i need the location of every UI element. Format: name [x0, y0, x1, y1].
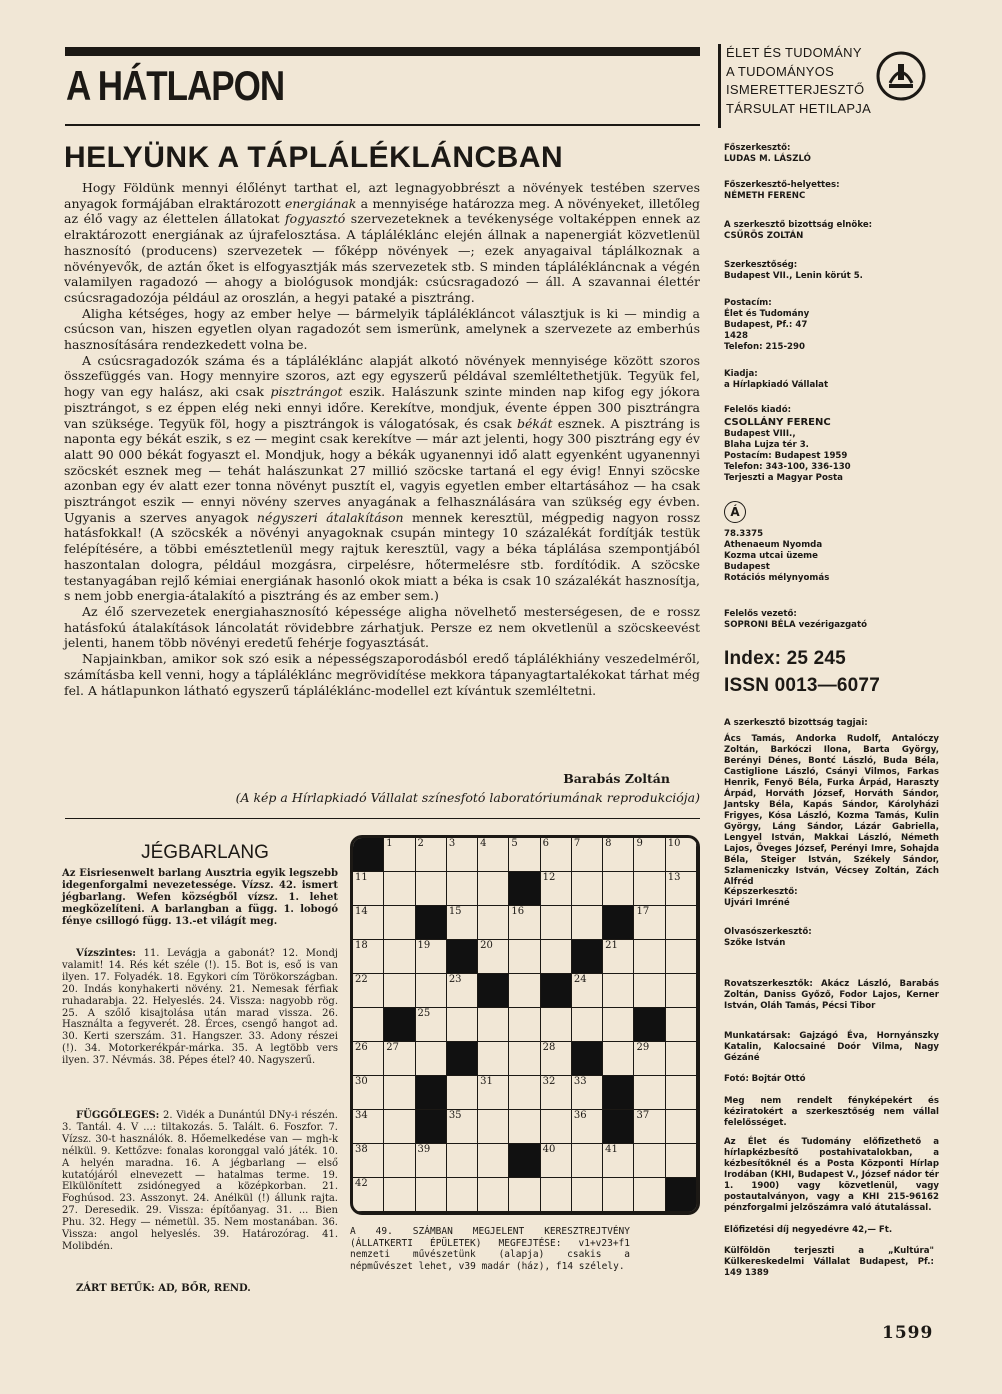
- top-rule: [65, 47, 700, 56]
- grid-cell: [478, 1008, 509, 1042]
- masthead-line: TÁRSULAT HETILAPJA: [726, 100, 872, 116]
- leader-label: Felelős vezető:: [724, 609, 797, 619]
- print-line: Budapest: [724, 562, 770, 572]
- grid-cell: [634, 1042, 665, 1076]
- cell-number: 34: [355, 1110, 368, 1121]
- article-paragraph: [64, 180, 700, 306]
- emphasis-text: fogyasztó: [285, 211, 346, 227]
- office-label: Szerkesztőség:: [724, 260, 798, 270]
- column-label: Rovatszerkesztők:: [724, 979, 813, 989]
- grid-cell: [353, 1110, 384, 1144]
- grid-cell: [353, 1008, 384, 1042]
- editor-name: LUDAS M. LÁSZLÓ: [724, 154, 811, 164]
- cell-number: 35: [448, 1110, 462, 1121]
- grid-cell: [509, 1008, 540, 1042]
- cell-number: 26: [355, 1042, 368, 1053]
- grid-cell-black: [384, 1008, 415, 1042]
- cell-number: 41: [605, 1144, 618, 1155]
- cell-number: 10: [667, 838, 681, 849]
- cell-number: 19: [417, 940, 431, 951]
- grid-cell: [634, 906, 665, 940]
- chair-name: CSŰRÖS ZOLTÁN: [724, 231, 804, 241]
- crossword-divider: [65, 818, 700, 819]
- grid-cell: [353, 1042, 384, 1076]
- editor-label: Főszerkesztő:: [724, 143, 791, 153]
- cell-number: 16: [511, 906, 525, 917]
- photo-block: [724, 1074, 939, 1085]
- grid-cell: [447, 1110, 478, 1144]
- cell-number: 38: [355, 1144, 368, 1155]
- grid-cell: [541, 1144, 572, 1178]
- resp-line: Postacím: Budapest 1959: [724, 451, 848, 461]
- grid-cell: [353, 1076, 384, 1110]
- grid-cell: [509, 838, 540, 872]
- paragraph-text: Az élő szervezetek energiahasznosító képessége aligha növelhető mesterségesen, de e rossz hatásfokú átalakítások láncolatát rövidebbre zárhatjuk. Persze ez nem okvetlenül a szöcskeevést jelenti, hanem több növényi eredetű fehérje fogyasztását.: [64, 603, 700, 651]
- emphasis-text: energiának: [284, 195, 357, 211]
- grid-cell: [603, 1144, 634, 1178]
- grid-cell: [353, 940, 384, 974]
- grid-cell: [509, 1110, 540, 1144]
- grid-cell: [603, 1042, 634, 1076]
- grid-cell-black: [416, 1076, 447, 1110]
- emphasis-text: pisztrángot: [270, 384, 343, 400]
- grid-cell: [666, 1144, 697, 1178]
- article-paragraph: [64, 353, 700, 604]
- cell-number: 23: [448, 974, 462, 985]
- grid-cell: [634, 1144, 665, 1178]
- grid-cell: [541, 1110, 572, 1144]
- photo-editor-label: Képszerkesztő:: [724, 887, 798, 897]
- grid-cell: [416, 1178, 447, 1212]
- publisher-block: [724, 369, 939, 391]
- crossword-down-clues: [62, 1110, 338, 1253]
- cell-number: 4: [480, 838, 487, 849]
- grid-cell-black: [666, 1178, 697, 1212]
- office-address: Budapest VII., Lenin körút 5.: [724, 271, 863, 281]
- print-line: Athenaeum Nyomda: [724, 540, 823, 550]
- postal-line: Élet és Tudomány: [724, 309, 810, 319]
- print-line: Rotációs mélynyomás: [724, 573, 830, 583]
- section-title: A HÁTLAPON: [66, 63, 285, 110]
- chair-block: [724, 220, 939, 242]
- resp-line: Terjeszti a Magyar Posta: [724, 473, 843, 483]
- cell-number: 33: [573, 1076, 587, 1087]
- cell-number: 31: [480, 1076, 493, 1087]
- masthead-line: ISMERETTERJESZTŐ: [726, 82, 865, 97]
- chair-label: A szerkesztő bizottság elnöke:: [724, 220, 873, 230]
- article-paragraph: [64, 306, 700, 353]
- grid-cell: [666, 838, 697, 872]
- cell-number: 21: [605, 940, 618, 951]
- grid-cell-black: [509, 872, 540, 906]
- closed-letters-text: AD, BŐR, REND.: [158, 1283, 251, 1294]
- grid-cell: [634, 940, 665, 974]
- grid-cell: [509, 906, 540, 940]
- grid-cell: [416, 1144, 447, 1178]
- grid-cell-black: [478, 974, 509, 1008]
- grid-cell: [509, 1076, 540, 1110]
- cell-number: 42: [355, 1178, 368, 1189]
- grid-cell: [634, 1178, 665, 1212]
- grid-cell: [541, 872, 572, 906]
- paragraph-text: Hogy Földünk mennyi élőlényt tarthat el, azt legnagyobbrészt a növények testében szerves anyagok formájában elraktározott: [64, 180, 700, 211]
- grid-cell: [572, 1110, 603, 1144]
- grid-cell: [541, 838, 572, 872]
- grid-cell: [447, 1076, 478, 1110]
- price-text: Előfizetési díj negyedévre 42,— Ft.: [724, 1225, 893, 1235]
- grid-cell: [541, 940, 572, 974]
- down-label: FÜGGŐLEGES:: [76, 1110, 160, 1121]
- grid-cell: [478, 838, 509, 872]
- masthead-line: ÉLET ÉS TUDOMÁNY: [726, 45, 862, 60]
- paragraph-text: A csúcsragadozók száma és a tápláléklánc alapját alkotó növények mennyisége között szoros összefüggés van. Hogy mennyire szoros, azt egy egyszerű példával szemléltethetjük. Tegyük fel, hogy van egy halász, aki csak: [64, 352, 700, 400]
- grid-cell: [447, 872, 478, 906]
- proof-name: Szőke István: [724, 938, 786, 948]
- grid-cell: [416, 838, 447, 872]
- cell-number: 8: [605, 838, 612, 849]
- emphasis-text: békát: [517, 415, 553, 431]
- grid-cell: [572, 974, 603, 1008]
- grid-cell: [509, 1178, 540, 1212]
- grid-cell: [603, 940, 634, 974]
- grid-cell: [478, 906, 509, 940]
- grid-cell-black: [416, 906, 447, 940]
- article-headline: HELYÜNK A TÁPLÁLÉKLÁNCBAN: [64, 141, 564, 174]
- grid-cell: [634, 1110, 665, 1144]
- cell-number: 29: [636, 1042, 650, 1053]
- photo-label: Fotó:: [724, 1074, 749, 1084]
- grid-cell: [384, 872, 415, 906]
- postal-line: Budapest, Pf.: 47: [724, 320, 808, 330]
- cell-number: 14: [355, 906, 368, 917]
- staff-label: Munkatársak:: [724, 1031, 791, 1041]
- grid-cell: [572, 906, 603, 940]
- paragraph-text: Aligha kétséges, hogy az ember helye — bármelyik táplálékláncot választjuk is ki — mindig a csúcson van, hiszen egyetlen olyan ragadozót sem ismerünk, amelynek a szervezete az emberhús hasznosítására rendezkedett volna be.: [64, 305, 700, 353]
- across-clues-text: 11. Levágja a gabonát? 12. Mondj valamit! 14. Rés két széle (!). 15. Bot is, eső is van ilyen. 17. Folyadék. 18. Egykori cím Törökországban. 20. Indás konyhakerti növény. 21. Nemesak férfiak ruhadarabja. 22. Helyeslés. 24. Vissza: nagyobb rög. 25. A szőlő kisajtolása után marad vissza. 26. Használta a fegyverét. 28. Érces, csengő hangot ad. 30. Kerti szerszám. 31. Hangszer. 33. Adony részei (!). 34. Motorkerékpár-márka. 35. A legtöbb vers ilyen. 37. Névmás. 38. Pépes étel? 40. Nagyszerű.: [62, 948, 338, 1067]
- grid-cell: [666, 1042, 697, 1076]
- crossword-intro: Az Eisriesenwelt barlang Ausztria egyik legszebb idegenforgalmi nevezetessége. Vízsz. 42. ismert jégbarlang. Wefen községből vízsz. 1. lehet megközelíteni. A barlangban a függ. 1. lobogó fénye csillogó függ. 13.-et világít meg.: [62, 868, 338, 927]
- cell-number: 18: [355, 940, 368, 951]
- grid-cell: [384, 1178, 415, 1212]
- staff-block: [724, 1031, 939, 1064]
- cell-number: 6: [542, 838, 549, 849]
- grid-cell: [447, 1008, 478, 1042]
- cell-number: 20: [480, 940, 493, 951]
- grid-cell: [541, 1008, 572, 1042]
- grid-cell: [384, 1076, 415, 1110]
- grid-cell: [572, 1076, 603, 1110]
- cell-number: 28: [542, 1042, 556, 1053]
- photo-editor-block: [724, 887, 939, 909]
- grid-cell: [634, 872, 665, 906]
- grid-cell-black: [416, 1110, 447, 1144]
- responsible-publisher-block: [724, 405, 939, 484]
- grid-cell: [384, 974, 415, 1008]
- cell-number: 3: [448, 838, 456, 849]
- grid-cell-black: [353, 838, 384, 872]
- article-paragraph: [64, 604, 700, 651]
- grid-cell-black: [509, 1144, 540, 1178]
- cell-number: 9: [636, 838, 643, 849]
- print-line: Kozma utcai üzeme: [724, 551, 818, 561]
- grid-cell: [384, 1110, 415, 1144]
- cell-number: 17: [636, 906, 650, 917]
- grid-cell: [353, 974, 384, 1008]
- grid-cell: [478, 1042, 509, 1076]
- postal-line: 1428: [724, 331, 748, 341]
- cell-number: 22: [355, 974, 368, 985]
- grid-cell: [666, 872, 697, 906]
- deputy-label: Főszerkesztő-helyettes:: [724, 180, 840, 190]
- society-emblem-icon: [875, 50, 927, 102]
- masthead-rule: [718, 44, 721, 128]
- grid-cell: [416, 974, 447, 1008]
- issn-number: ISSN 0013—6077: [724, 675, 880, 696]
- grid-cell: [478, 940, 509, 974]
- column-names: Akácz László, Barabás Zoltán, Daniss Győző, Fodor Lajos, Kerner István, Oláh Tamás, Pécsi Tibor: [724, 979, 939, 1011]
- grid-cell: [478, 1110, 509, 1144]
- paragraph-text: mennek keresztül, mégpedig nagyon rossz hatásfokkal! (A szöcskék a növényi anyagoknak csupán mintegy 10 százalékát fordítják testük felépítésére, a többi emésztetlenül megy rajtuk keresztül, vagy a béka táplálása szempontjából haszontalan dologra, például mozgásra, cirpelésre, hőtermelésre stb. fordítódik. A szöcske testanyagában rejlő kémiai energiának hasonló okok miatt a béka is csak 10 százalékát hasznosítja, s nem jobb energia-átalakító a pisztráng és az ember sem.): [64, 509, 700, 604]
- photo-name: Bojtár Ottó: [751, 1074, 806, 1084]
- grid-cell: [447, 974, 478, 1008]
- cell-number: 12: [542, 872, 556, 883]
- cell-number: 27: [386, 1042, 399, 1053]
- paragraph-text: szervezeteknek a tevékenysége voltaképpen ennek az elraktározott energiának az újrafelosztása. A tápláléklánc elején állnak a napenergiát közvetlenül hasznosító (producens) szervezetek — főképp növények —; ezek anyagaival táplálkoznak a növényevők, de aztán őket is elfogyasztják más szervezetek stb. S minden táplálékláncnak a végén valamilyen ragadozó — ahogy a biológusok mondják: csúcsragadozó — áll. A szavannai élettér csúcsragadozója például az oroszlán, a hegyi pataké a pisztráng.: [64, 211, 700, 305]
- grid-cell: [603, 838, 634, 872]
- publisher-name: a Hírlapkiadó Vállalat: [724, 380, 829, 390]
- grid-cell: [603, 974, 634, 1008]
- leader-name: SOPRONI BÉLA vezérigazgató: [724, 620, 867, 630]
- grid-cell: [384, 838, 415, 872]
- cell-number: 36: [573, 1110, 587, 1121]
- grid-cell: [666, 1076, 697, 1110]
- grid-cell: [541, 1042, 572, 1076]
- proof-label: Olvasószerkesztő:: [724, 927, 812, 937]
- crossword-closed-letters: [62, 1283, 338, 1295]
- crossword-grid: [350, 835, 700, 1215]
- masthead: [726, 44, 876, 118]
- cell-number: 7: [573, 838, 581, 849]
- grid-cell: [634, 1076, 665, 1110]
- grid-cell: [416, 1042, 447, 1076]
- index-number: Index: 25 245: [724, 648, 846, 669]
- grid-cell: [634, 838, 665, 872]
- grid-cell: [478, 1144, 509, 1178]
- section-divider: [65, 124, 700, 126]
- board-block: [724, 718, 939, 888]
- grid-cell: [541, 906, 572, 940]
- resp-line: Budapest VIII.,: [724, 429, 796, 439]
- grid-cell: [384, 1042, 415, 1076]
- grid-cell: [353, 906, 384, 940]
- article-author: Barabás Zoltán: [563, 771, 670, 786]
- paragraph-text: eszik. Halászunk szinte minden nap kifog egy jókora pisztrángot, s ez éppen elég neki ennyi időre. Kerekítve, mondjuk, évente éppen 300 pisztrángra van szüksége. Tegyük föl, hogy a pisztrángok is válogatósak, és csak: [64, 384, 700, 431]
- resp-name: CSOLLÁNY FERENC: [724, 417, 831, 428]
- masthead-line: A TUDOMÁNYOS: [726, 63, 835, 79]
- grid-cell: [603, 872, 634, 906]
- grid-cell: [384, 940, 415, 974]
- foreign-distribution: Külföldön terjeszti a „Kultúra" Külkereskedelmi Vállalat Budapest, Pf.: 149 1389: [724, 1246, 934, 1278]
- subscription-text: Az Élet és Tudomány előfizethető a hírlapkézbesítő postahivatalokban, a kézbesítőknél és a Posta Központi Hírlap Irodában (KHI, Budapest V., József nádor tér 1. 1900) vagy közvetlenül, vagy postautalványon, vagy a KHI 215-96162 pénzforgalmi jelzőszámra való átutalással.: [724, 1137, 939, 1213]
- grid-cell: [447, 906, 478, 940]
- office-block: [724, 260, 939, 282]
- grid-cell-black: [603, 1110, 634, 1144]
- grid-cell-black: [572, 940, 603, 974]
- grid-cell: [572, 1144, 603, 1178]
- cell-number: 13: [667, 872, 681, 883]
- publisher-label: Kiadja:: [724, 369, 758, 379]
- crossword-across-clues: [62, 948, 338, 1067]
- notice-text: Meg nem rendelt fényképekért és kéziratokért a szerkesztőség nem vállal felelősséget.: [724, 1096, 939, 1128]
- grid-cell: [541, 1076, 572, 1110]
- grid-cell: [509, 940, 540, 974]
- resp-line: Blaha Lujza tér 3.: [724, 440, 809, 450]
- cell-number: 1: [386, 838, 393, 849]
- board-label: A szerkesztő bizottság tagjai:: [724, 718, 868, 728]
- postal-label: Postacím:: [724, 298, 772, 308]
- cell-number: 25: [417, 1008, 431, 1019]
- grid-cell-black: [603, 906, 634, 940]
- grid-cell: [416, 940, 447, 974]
- cell-number: 40: [542, 1144, 556, 1155]
- grid-cell-black: [572, 1042, 603, 1076]
- paragraph-text: a mennyisége határozza meg. A növényeket, illetőleg az élő vagy az élettelen állatokat: [64, 195, 700, 227]
- cell-number: 11: [355, 872, 368, 883]
- cell-number: 24: [573, 974, 587, 985]
- grid-cell: [509, 974, 540, 1008]
- grid-cell: [416, 872, 447, 906]
- article-body: [64, 180, 700, 698]
- cell-number: 2: [417, 838, 424, 849]
- grid-cell: [603, 1008, 634, 1042]
- grid-cell: [541, 1178, 572, 1212]
- resp-line: Telefon: 343-100, 336-130: [724, 462, 851, 472]
- grid-cell: [353, 872, 384, 906]
- closed-letters-label: ZÁRT BETŰK:: [76, 1283, 155, 1294]
- staff-names: Gajzágó Éva, Hornyánszky Katalin, Kalocsainé Doór Vilma, Nagy Gézáné: [724, 1031, 939, 1063]
- proof-block: [724, 927, 939, 949]
- grid-cell: [447, 838, 478, 872]
- page-number: 1599: [882, 1323, 934, 1343]
- grid-cell: [447, 1178, 478, 1212]
- cell-number: 15: [448, 906, 462, 917]
- article-paragraph: [64, 651, 700, 698]
- grid-cell: [634, 974, 665, 1008]
- grid-cell: [509, 1042, 540, 1076]
- grid-cell-black: [634, 1008, 665, 1042]
- print-line: 78.3375: [724, 529, 764, 539]
- grid-cell: [353, 1144, 384, 1178]
- cell-number: 32: [542, 1076, 556, 1087]
- paragraph-text: esznek. A pisztráng is naponta egy békát eszik, s ez — megint csak kerekítve — már azt jelenti, hogy 300 pisztráng egy év alatt 90 000 békát fogyaszt el. Mondjuk, hogy a békák ugyanennyi idő alatt egyenként ugyanennyi szöcskét esznek meg — tehát halászunkat 27 millió szöcske tartaná el egy évig! Ennyi szöcske azonban egy év alatt ezer tonna növényt pusztít el, vagyis egyetlen ember eltartásához — ha csak pisztrángot eszik — ennyi növény szerves anyagának a felhasználására van szükség egy évben. Ugyanis a szerves anyagok: [64, 415, 701, 525]
- grid-cell: [572, 872, 603, 906]
- grid-cell: [572, 1008, 603, 1042]
- grid-cell: [666, 940, 697, 974]
- postal-line: Telefon: 215-290: [724, 342, 805, 352]
- grid-cell: [416, 1008, 447, 1042]
- printer-mark-icon: Á: [724, 501, 746, 523]
- grid-cell: [384, 906, 415, 940]
- deputy-block: [724, 180, 939, 202]
- printing-block: [724, 501, 939, 584]
- across-label: Vízszintes:: [76, 948, 136, 959]
- photo-editor-name: Ujvári Imréné: [724, 898, 790, 908]
- board-members: Ács Tamás, Andorka Rudolf, Antalóczy Zoltán, Barkóczi Ilona, Barta György, Berényi Dénes, Bontć László, Buda Béla, Castiglione László, Csányi Vilmos, Farkas Henrik, Fenyő Béla, Furka Árpád, Haraszty Árpád, Horváth József, Horváth Sándor, Jantsky Béla, Kapás Sándor, Károlyházi Frigyes, Kósa László, Kozma Tamás, Kulin György, Láng Sándor, Lázár Gabriella, Lengyel István, Makkai László, Németh Lajos, Öveges József, Perényi Imre, Sohajda Béla, Steiger István, Székely Sándor, Szlameniczky István, Vécsey Zoltán, Zách Alfréd: [724, 734, 939, 887]
- crossword-title: JÉGBARLANG: [141, 842, 269, 863]
- down-clues-text: 2. Vidék a Dunántúl DNy-i részén. 3. Tantál. 4. V ...: tiltakozás. 5. Talált. 6. Foszfor. 7. Vízsz. 30-t használók. 8. Hőemelkedése van — mgh-k nélkül. 9. Kettőzve: fonalas koronggal való játék. 10. A helyén maradna. 16. A jégbarlang — első kutatójáról elnevezett — hatalmas terme. 19. Elkülönített zsidónegyed a középkorban. 21. Foghúsod. 23. Asszonyt. 24. Anélkül (!) állunk rajta. 27. Deresedik. 29. Vissza: építőanyag. 31. ... Bien Phu. 32. Hegy — németül. 35. Nem mostanában. 36. Vissza: angol helyeslés. 39. Határozórag. 41. Molibdén.: [62, 1110, 338, 1252]
- emphasis-text: négyszeri átalakításon: [256, 509, 404, 525]
- grid-cell: [572, 838, 603, 872]
- resp-label: Felelős kiadó:: [724, 405, 792, 415]
- grid-cell: [447, 1144, 478, 1178]
- grid-cell: [666, 1008, 697, 1042]
- grid-cell: [666, 974, 697, 1008]
- grid-cell: [666, 906, 697, 940]
- deputy-name: NÉMETH FERENC: [724, 191, 806, 201]
- cell-number: 5: [511, 838, 518, 849]
- postal-block: [724, 298, 939, 353]
- grid-cell-black: [447, 1042, 478, 1076]
- grid-cell: [384, 1144, 415, 1178]
- grid-cell: [478, 1076, 509, 1110]
- grid-cell: [353, 1178, 384, 1212]
- photo-credit: (A kép a Hírlapkiadó Vállalat színesfotó laboratóriumának reprodukciója): [235, 790, 700, 805]
- leader-block: [724, 609, 939, 631]
- paragraph-text: Napjainkban, amikor sok szó esik a népességszaporodásból eredő táplálékhiány veszedelméről, számításba kell venni, hogy a tápláléklánc megrövidítése mekkora tápanyagtartalékokat tárhat még fel. A hátlapunkon látható egyszerű tápláléklánc-modellel ezt kívántuk szemléltetni.: [64, 651, 700, 698]
- grid-cell-black: [447, 940, 478, 974]
- cell-number: 39: [417, 1144, 431, 1155]
- grid-cell-black: [541, 974, 572, 1008]
- column-editors-block: [724, 979, 939, 1012]
- cell-number: 37: [636, 1110, 650, 1121]
- grid-cell: [572, 1178, 603, 1212]
- grid-cell: [666, 1110, 697, 1144]
- grid-cell-black: [603, 1076, 634, 1110]
- previous-solution: A 49. SZÁMBAN MEGJELENT KERESZTREJTVÉNY (ÁLLATKERTI ÉPÜLETEK) MEGFEJTÉSE: v1+v23+f1 nemzeti művészetünk (alapja) csakis a népművészet lehet, v39 madár (ház), f14 szélely.: [350, 1226, 630, 1272]
- cell-number: 30: [355, 1076, 368, 1087]
- grid-cell: [478, 1178, 509, 1212]
- grid-cell: [603, 1178, 634, 1212]
- editor-block: [724, 143, 939, 165]
- grid-cell: [478, 872, 509, 906]
